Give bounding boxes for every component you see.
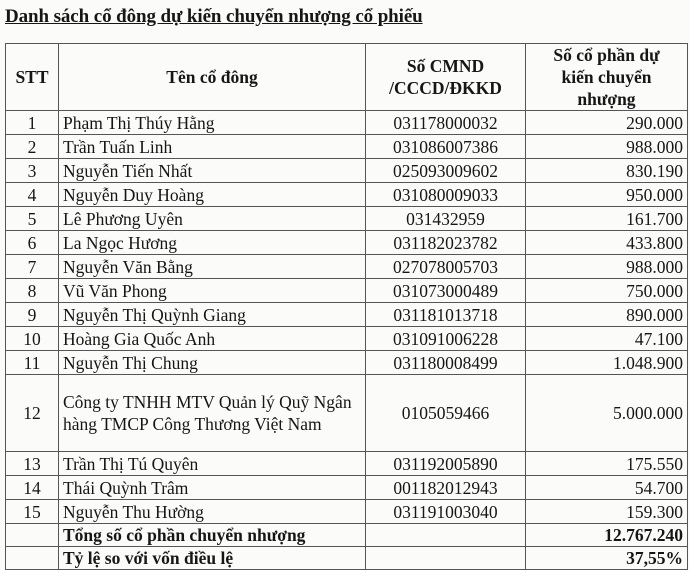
row-name: Nguyễn Văn Bằng [59,255,366,279]
row-shares: 5.000.000 [526,375,688,452]
header-shares: Số cổ phần dự kiến chuyển nhượng [526,44,688,111]
row-id: 031182023782 [366,231,526,255]
header-id: Số CMND /CCCD/ĐKKD [366,44,526,111]
table-row [6,159,688,183]
table-row [6,303,688,327]
row-stt: 13 [6,452,59,476]
row-id: 031432959 [366,207,526,231]
row-shares: 433.800 [526,231,688,255]
row-id: 031073000489 [366,279,526,303]
row-name: Nguyễn Tiến Nhất [59,159,366,183]
row-shares: 161.700 [526,207,688,231]
table-row [6,255,688,279]
row-stt: 2 [6,135,59,159]
row-name: Trần Tuấn Linh [59,135,366,159]
row-id: 001182012943 [366,476,526,500]
ratio-value: 37,55% [526,547,688,570]
table-row [6,231,688,255]
row-shares: 47.100 [526,327,688,351]
table-row [6,351,688,375]
row-stt: 10 [6,327,59,351]
row-shares: 1.048.900 [526,351,688,375]
document-title: Danh sách cổ đông dự kiến chuyển nhượng cổ phiếu [5,6,423,27]
table-row [6,500,688,524]
row-name: Phạm Thị Thúy Hằng [59,111,366,135]
row-name: Trần Thị Tú Quyên [59,452,366,476]
row-name: Nguyễn Duy Hoàng [59,183,366,207]
row-name: La Ngọc Hương [59,231,366,255]
row-id: 031192005890 [366,452,526,476]
row-id: 031181013718 [366,303,526,327]
row-name: Nguyễn Thu Hường [59,500,366,524]
row-stt: 4 [6,183,59,207]
row-name: Hoàng Gia Quốc Anh [59,327,366,351]
row-shares: 890.000 [526,303,688,327]
row-id: 031180008499 [366,351,526,375]
row-stt: 12 [6,375,59,452]
table-row [6,183,688,207]
table-row [6,452,688,476]
row-id: 031191003040 [366,500,526,524]
total-stt [6,524,59,547]
ratio-id [366,547,526,570]
table-row [6,375,688,452]
ratio-row [6,547,688,570]
table-row [6,327,688,351]
row-stt: 5 [6,207,59,231]
row-name: Công ty TNHH MTV Quản lý Quỹ Ngân hàng TMCP Công Thương Việt Nam [59,375,366,452]
row-shares: 830.190 [526,159,688,183]
row-shares: 988.000 [526,255,688,279]
ratio-label: Tỷ lệ so với vốn điều lệ [59,547,366,570]
table-row [6,476,688,500]
shareholder-table [5,43,688,570]
row-shares: 175.550 [526,452,688,476]
row-name: Lê Phương Uyên [59,207,366,231]
row-id: 0105059466 [366,375,526,452]
row-id: 031086007386 [366,135,526,159]
row-name: Nguyễn Thị Quỳnh Giang [59,303,366,327]
row-name: Vũ Văn Phong [59,279,366,303]
ratio-stt [6,547,59,570]
row-stt: 11 [6,351,59,375]
row-shares: 159.300 [526,500,688,524]
row-stt: 9 [6,303,59,327]
row-shares: 54.700 [526,476,688,500]
row-id: 025093009602 [366,159,526,183]
table-header-row [6,44,688,111]
row-stt: 1 [6,111,59,135]
row-name: Thái Quỳnh Trâm [59,476,366,500]
row-shares: 750.000 [526,279,688,303]
row-id: 031080009033 [366,183,526,207]
total-value: 12.767.240 [526,524,688,547]
total-row [6,524,688,547]
row-id: 027078005703 [366,255,526,279]
row-shares: 290.000 [526,111,688,135]
row-shares: 950.000 [526,183,688,207]
row-shares: 988.000 [526,135,688,159]
row-stt: 8 [6,279,59,303]
total-label: Tổng số cổ phần chuyển nhượng [59,524,366,547]
table-row [6,279,688,303]
row-stt: 15 [6,500,59,524]
table-row [6,111,688,135]
row-id: 031178000032 [366,111,526,135]
row-name: Nguyễn Thị Chung [59,351,366,375]
row-stt: 6 [6,231,59,255]
row-id: 031091006228 [366,327,526,351]
row-stt: 7 [6,255,59,279]
total-id [366,524,526,547]
row-stt: 14 [6,476,59,500]
table-row [6,207,688,231]
row-stt: 3 [6,159,59,183]
header-stt: STT [6,44,59,111]
table-row [6,135,688,159]
header-name: Tên cổ đông [59,44,366,111]
